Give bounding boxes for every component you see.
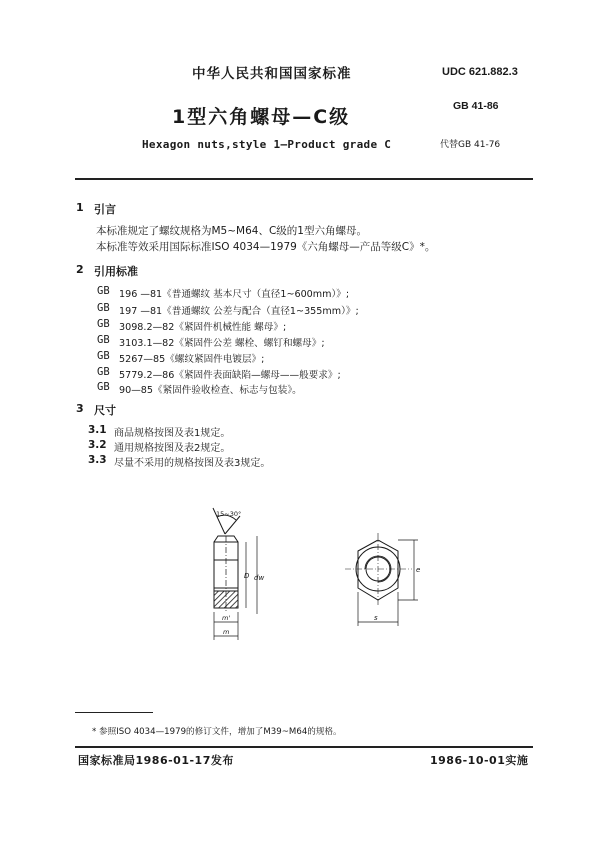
subsection-number: 3.1 (88, 424, 107, 436)
ref-gb-label: GB (97, 318, 110, 330)
footer-rule (75, 746, 533, 748)
ref-gb-label: GB (97, 350, 110, 362)
subsection-number: 3.3 (88, 454, 107, 466)
section-1-number: 1 (76, 201, 84, 214)
section-1-para-1: 本标准规定了螺纹规格为M5~M64、C级的1型六角螺母。 (96, 225, 367, 237)
effective-date: 1986-10-01实施 (430, 754, 529, 767)
ref-item: 5779.2—86《紧固件表面缺陷—螺母——般要求》; (119, 370, 341, 381)
section-1-para-2: 本标准等效采用国际标准ISO 4034—1979《六角螺母—产品等级C》*。 (96, 241, 436, 253)
angle-label: 15~30° (216, 510, 242, 518)
dimension-dw-label: dw (254, 574, 265, 582)
standard-name: 中华人民共和国国家标准 (192, 66, 352, 82)
subsection-text: 商品规格按图及表1规定。 (114, 428, 231, 439)
dimension-s-label: s (374, 614, 378, 622)
subsection-text: 通用规格按图及表2规定。 (114, 443, 231, 454)
gb-number: GB 41-86 (453, 100, 499, 112)
dimension-D-label: D (244, 572, 250, 580)
ref-item: 197 —81《普通螺纹 公差与配合（直径1~355mm）》; (119, 306, 359, 317)
ref-item: 3103.1—82《紧固件公差 螺栓、螺钉和螺母》; (119, 338, 325, 349)
dimension-e-label: e (416, 566, 421, 574)
ref-item: 90—85《紧固件验收检查、标志与包装》。 (119, 385, 302, 396)
section-2-number: 2 (76, 263, 84, 276)
ref-gb-label: GB (97, 302, 110, 314)
subsection-number: 3.2 (88, 439, 107, 451)
section-3-title: 尺寸 (94, 404, 116, 417)
ref-item: 3098.2—82《紧固件机械性能 螺母》; (119, 322, 287, 333)
end-view (345, 533, 421, 626)
page-title: 1型六角螺母—C级 (172, 106, 351, 128)
section-3-number: 3 (76, 402, 84, 415)
subsection-text: 尽量不采用的规格按图及表3规定。 (114, 458, 271, 469)
ref-gb-label: GB (97, 366, 110, 378)
section-1-title: 引言 (94, 203, 116, 216)
ref-gb-label: GB (97, 381, 110, 393)
side-view (213, 508, 257, 640)
replaces-note: 代替GB 41-76 (440, 140, 501, 150)
ref-item: 196 —81《普通螺纹 基本尺寸（直径1~600mm）》; (119, 289, 350, 300)
ref-gb-label: GB (97, 285, 110, 297)
issue-date: 国家标准局1986-01-17发布 (78, 754, 234, 767)
footnote-rule (75, 712, 153, 713)
ref-gb-label: GB (97, 334, 110, 346)
english-title: Hexagon nuts,style 1—Product grade C (142, 138, 392, 151)
section-2-title: 引用标准 (94, 265, 138, 278)
dimension-m-prime-label: m' (222, 614, 231, 622)
udc-code: UDC 621.882.3 (442, 66, 518, 78)
footnote: * 参照ISO 4034—1979的修订文件，增加了M39~M64的规格。 (92, 727, 342, 737)
ref-item: 5267—85《螺纹紧固件电镀层》; (119, 354, 265, 365)
dimension-m-label: m (223, 628, 230, 636)
